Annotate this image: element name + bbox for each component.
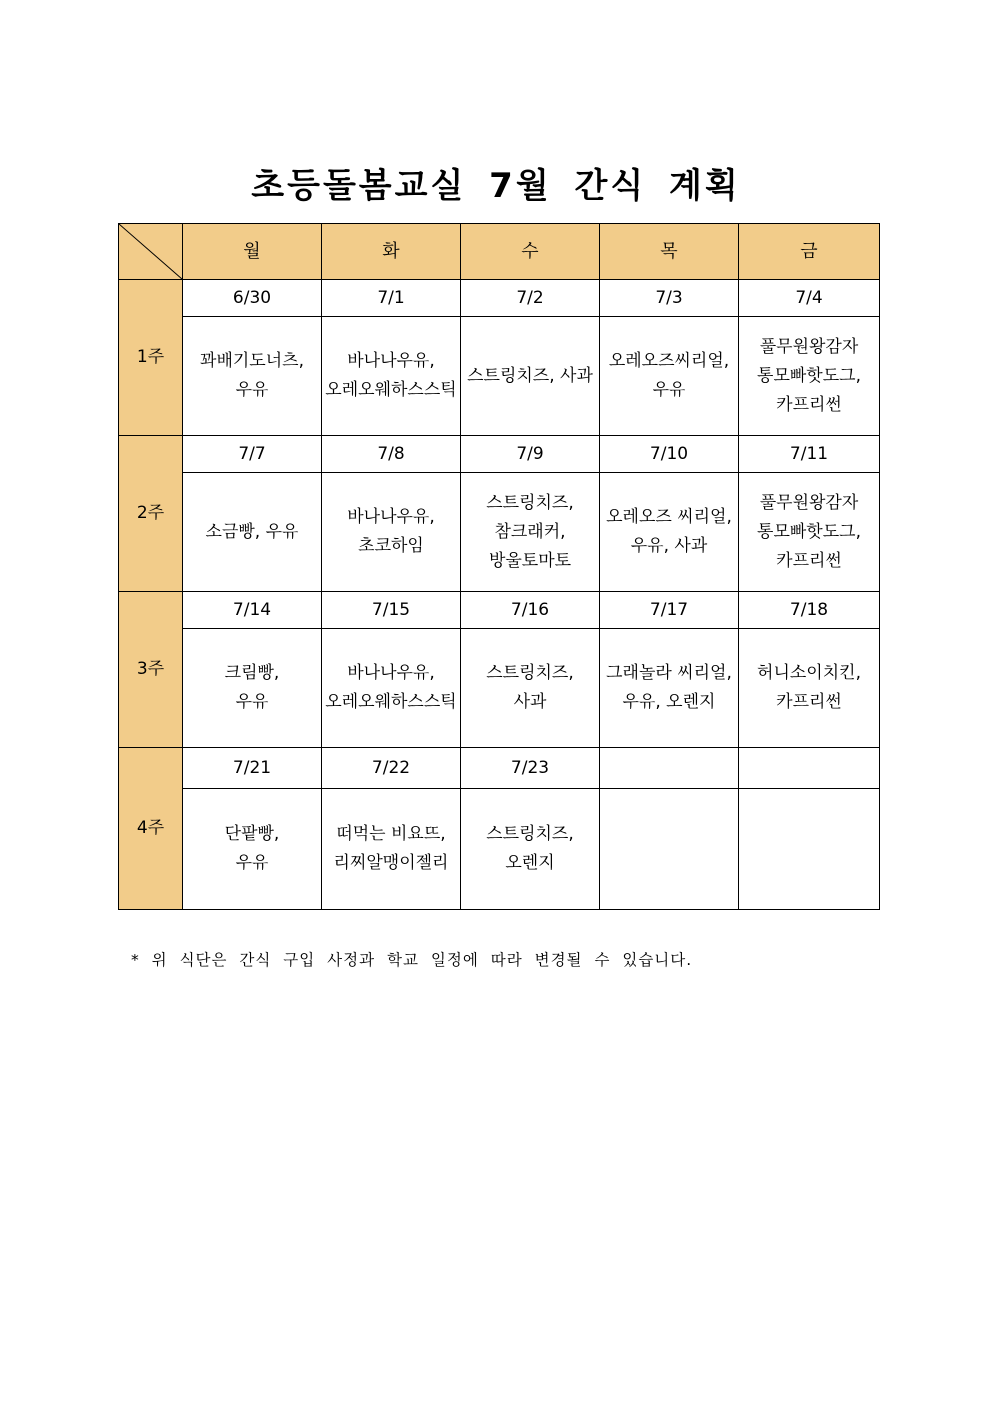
week-date-row [119, 748, 880, 789]
page-title: 초등돌봄교실 7월 간식 계획 [251, 166, 741, 206]
menu-item-line: 단팥빵, [224, 824, 280, 844]
menu-cell [600, 473, 739, 592]
menu-item-line: 오레오웨하스스틱 [325, 380, 457, 400]
date-cell: 7/22 [322, 748, 461, 789]
menu-item-line: 우유 [235, 853, 269, 873]
menu-item-line: 소금빵, 우유 [205, 521, 299, 542]
week-date-row [119, 280, 880, 317]
menu-cell [461, 789, 600, 910]
date-cell: 7/4 [739, 280, 880, 317]
menu-item-line: 우유, 오렌지 [622, 692, 716, 712]
menu-item-line: 그래놀라 씨리얼, [606, 663, 732, 683]
menu-item-line: 사과 [513, 692, 547, 712]
menu-cell [739, 473, 880, 592]
week-menu-row [119, 473, 880, 592]
menu-item-line: 스트링치즈, 사과 [467, 365, 593, 386]
week-label: 4주 [119, 748, 183, 910]
menu-cell [600, 317, 739, 436]
week-menu-row [119, 317, 880, 436]
date-cell: 7/16 [461, 592, 600, 629]
menu-cell [322, 473, 461, 592]
menu-item-line: 오레오웨하스스틱 [325, 692, 457, 712]
menu-item-line: 우유 [652, 380, 686, 400]
menu-cell [183, 473, 322, 592]
date-cell: 7/23 [461, 748, 600, 789]
menu-cell [183, 629, 322, 748]
menu-item-line: 오렌지 [505, 853, 555, 873]
menu-item-line: 풀무원왕감자 [759, 492, 859, 513]
day-header-mon: 월 [183, 224, 322, 280]
date-cell: 7/9 [461, 436, 600, 473]
menu-item-line: 떠먹는 비요뜨, [336, 824, 446, 844]
date-cell: 7/11 [739, 436, 880, 473]
diagonal-line-icon [119, 224, 182, 279]
menu-item-line: 카프리썬 [776, 692, 842, 712]
menu-cell [183, 789, 322, 910]
week-menu-row [119, 629, 880, 748]
week-date-row [119, 592, 880, 629]
week-menu-row [119, 789, 880, 910]
date-cell: 7/8 [322, 436, 461, 473]
menu-cell [739, 789, 880, 910]
menu-item-line: 바나나우유, [347, 663, 435, 683]
footnote: * 위 식단은 간식 구입 사정과 학교 일정에 따라 변경될 수 있습니다. [131, 951, 693, 969]
date-cell [739, 748, 880, 789]
date-cell: 7/3 [600, 280, 739, 317]
date-cell: 7/17 [600, 592, 739, 629]
menu-item-line: 꽈배기도너츠, [200, 351, 304, 371]
week-label: 2주 [119, 436, 183, 592]
week-date-row [119, 436, 880, 473]
menu-cell [461, 317, 600, 436]
day-header-wed: 수 [461, 224, 600, 280]
menu-item-line: 오레오즈 씨리얼, [606, 507, 732, 527]
week-label: 3주 [119, 592, 183, 748]
menu-cell [183, 317, 322, 436]
menu-item-line: 스트링치즈, [486, 824, 574, 844]
day-header-row [119, 224, 880, 280]
menu-cell [600, 629, 739, 748]
date-cell: 7/2 [461, 280, 600, 317]
date-cell: 7/18 [739, 592, 880, 629]
date-cell: 7/1 [322, 280, 461, 317]
week-label: 1주 [119, 280, 183, 436]
date-cell [600, 748, 739, 789]
menu-item-line: 카프리썬 [776, 394, 842, 415]
menu-item-line: 초코하임 [358, 536, 424, 556]
menu-item-line: 방울토마토 [488, 550, 572, 571]
menu-item-line: 리찌알맹이젤리 [333, 853, 449, 873]
menu-item-line: 우유 [235, 692, 269, 712]
menu-cell [739, 629, 880, 748]
menu-item-line: 통모빠핫도그, [757, 521, 861, 542]
menu-item-line: 풀무원왕감자 [759, 336, 859, 357]
menu-cell [461, 473, 600, 592]
date-cell: 7/21 [183, 748, 322, 789]
menu-item-line: 오레오즈씨리얼, [608, 351, 730, 371]
menu-cell [461, 629, 600, 748]
menu-item-line: 우유 [235, 380, 269, 400]
menu-item-line: 스트링치즈, [486, 663, 574, 683]
menu-item-line: 허니소이치킨, [757, 663, 861, 683]
menu-item-line: 스트링치즈, [486, 492, 574, 513]
corner-cell [119, 224, 183, 280]
menu-item-line: 카프리썬 [776, 550, 842, 571]
menu-cell [322, 629, 461, 748]
menu-item-line: 바나나우유, [347, 507, 435, 527]
date-cell: 7/14 [183, 592, 322, 629]
date-cell: 7/15 [322, 592, 461, 629]
menu-cell [322, 789, 461, 910]
menu-item-line: 통모빠핫도그, [757, 365, 861, 386]
menu-item-line: 우유, 사과 [630, 536, 708, 556]
menu-cell [600, 789, 739, 910]
menu-item-line: 바나나우유, [347, 351, 435, 371]
day-header-tue: 화 [322, 224, 461, 280]
date-cell: 6/30 [183, 280, 322, 317]
menu-item-line: 참크래커, [494, 521, 566, 542]
menu-item-line: 크림빵, [224, 663, 280, 683]
day-header-thu: 목 [600, 224, 739, 280]
menu-cell [322, 317, 461, 436]
menu-cell [739, 317, 880, 436]
date-cell: 7/10 [600, 436, 739, 473]
snack-plan-table [118, 223, 880, 910]
date-cell: 7/7 [183, 436, 322, 473]
day-header-fri: 금 [739, 224, 880, 280]
